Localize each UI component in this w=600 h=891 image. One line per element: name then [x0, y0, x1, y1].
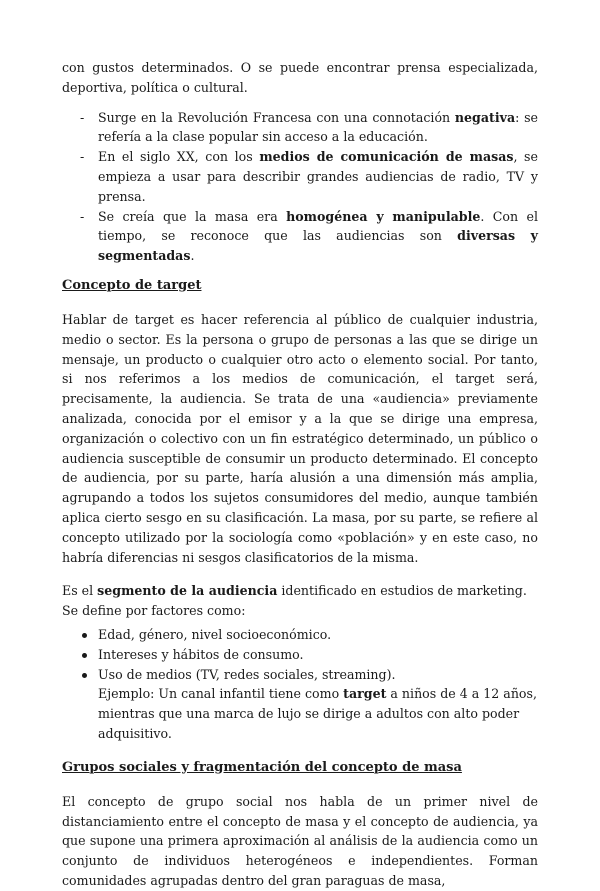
dash-list-item: - En el siglo XX, con los medios de comunicación de masas, se empieza a usar para describir grandes audiencias de radio, TV y prensa.: [80, 149, 538, 204]
bold-term: medios de comunicación de masas: [259, 149, 514, 165]
dash-list: [62, 108, 538, 266]
document-page: [62, 58, 538, 891]
section-heading-grupos: Grupos sociales y fragmentación del concepto de masa: [62, 759, 462, 775]
example-text: Ejemplo: Un canal infantil tiene como target a niños de 4 a 12 años, mientras que una marca de lujo se dirige a adultos con alto poder adquisitivo.: [98, 686, 537, 741]
dash-marker: -: [80, 149, 85, 165]
bullet-item: Edad, género, nivel socioeconómico.: [62, 625, 538, 645]
dash-marker: -: [80, 109, 85, 125]
bold-term: segmento de la audiencia: [97, 583, 278, 599]
bullet-dot-icon: [82, 673, 87, 678]
factor-bullet-list: [62, 625, 538, 744]
bullet-dot-icon: [82, 633, 87, 638]
bold-term: negativa: [454, 109, 516, 125]
factors-line: Se define por factores como:: [62, 603, 246, 619]
bold-term: target: [343, 686, 387, 702]
section-heading-target: Concepto de target: [62, 277, 202, 293]
segment-line: Es el segmento de la audiencia identificado en estudios de marketing.: [62, 583, 527, 599]
bold-term: diversas y segmentadas: [98, 228, 538, 264]
dash-marker: -: [80, 208, 85, 224]
grupos-paragraph: El concepto de grupo social nos habla de un primer nivel de distanciamiento entre el concepto de masa y el concepto de audiencia, ya que supone una primera aproximación al análisis de la audiencia como un conjunto de individuos heterogéneos e independientes. Forman comunidades agrupadas dentro del gran paraguas de masa,: [62, 793, 538, 888]
bullet-dot-icon: [82, 653, 87, 658]
target-paragraph: Hablar de target es hacer referencia al público de cualquier industria, medio o sector. Es la persona o grupo de personas a las que se dirige un mensaje, un producto o cualquier otro acto o elemento social. Por tanto, si nos referimos a los medios de comunicación, el target será, precisamente, la audiencia. Se trata de una «audiencia» previamente analizada, conocida por el emisor y a la que se dirige una empresa, organización o colectivo con un fin estratégico determinado, un público o audiencia susceptible de consumir un producto determinado. El concepto de audiencia, por su parte, haría alusión a una dimensión más amplia, agrupando a todos los sujetos consumidores del medio, aunque también aplica cierto sesgo en su clasificación. La masa, por su parte, se refiere al concepto utilizado por la sociología como «población» y en este caso, no habría diferencias ni sesgos clasificatorios de la misma.: [62, 311, 538, 565]
intro-paragraph: con gustos determinados. O se puede encontrar prensa especializada, deportiva, política o cultural.: [62, 60, 538, 95]
dash-list-item: - Surge en la Revolución Francesa con una connotación negativa: se refería a la clase popular sin acceso a la educación.: [80, 109, 538, 145]
dash-list-item: - Se creía que la masa era homogénea y manipulable. Con el tiempo, se reconoce que las audiencias son diversas y segmentadas.: [80, 208, 538, 264]
bullet-item: Uso de medios (TV, redes sociales, streaming). Ejemplo: Un canal infantil tiene como target a niños de 4 a 12 años, mientras que una marca de lujo se dirige a adultos con alto poder adquisitivo.: [62, 665, 538, 744]
bullet-item: Intereses y hábitos de consumo.: [62, 645, 538, 665]
bold-term: homogénea y manipulable: [286, 208, 481, 224]
